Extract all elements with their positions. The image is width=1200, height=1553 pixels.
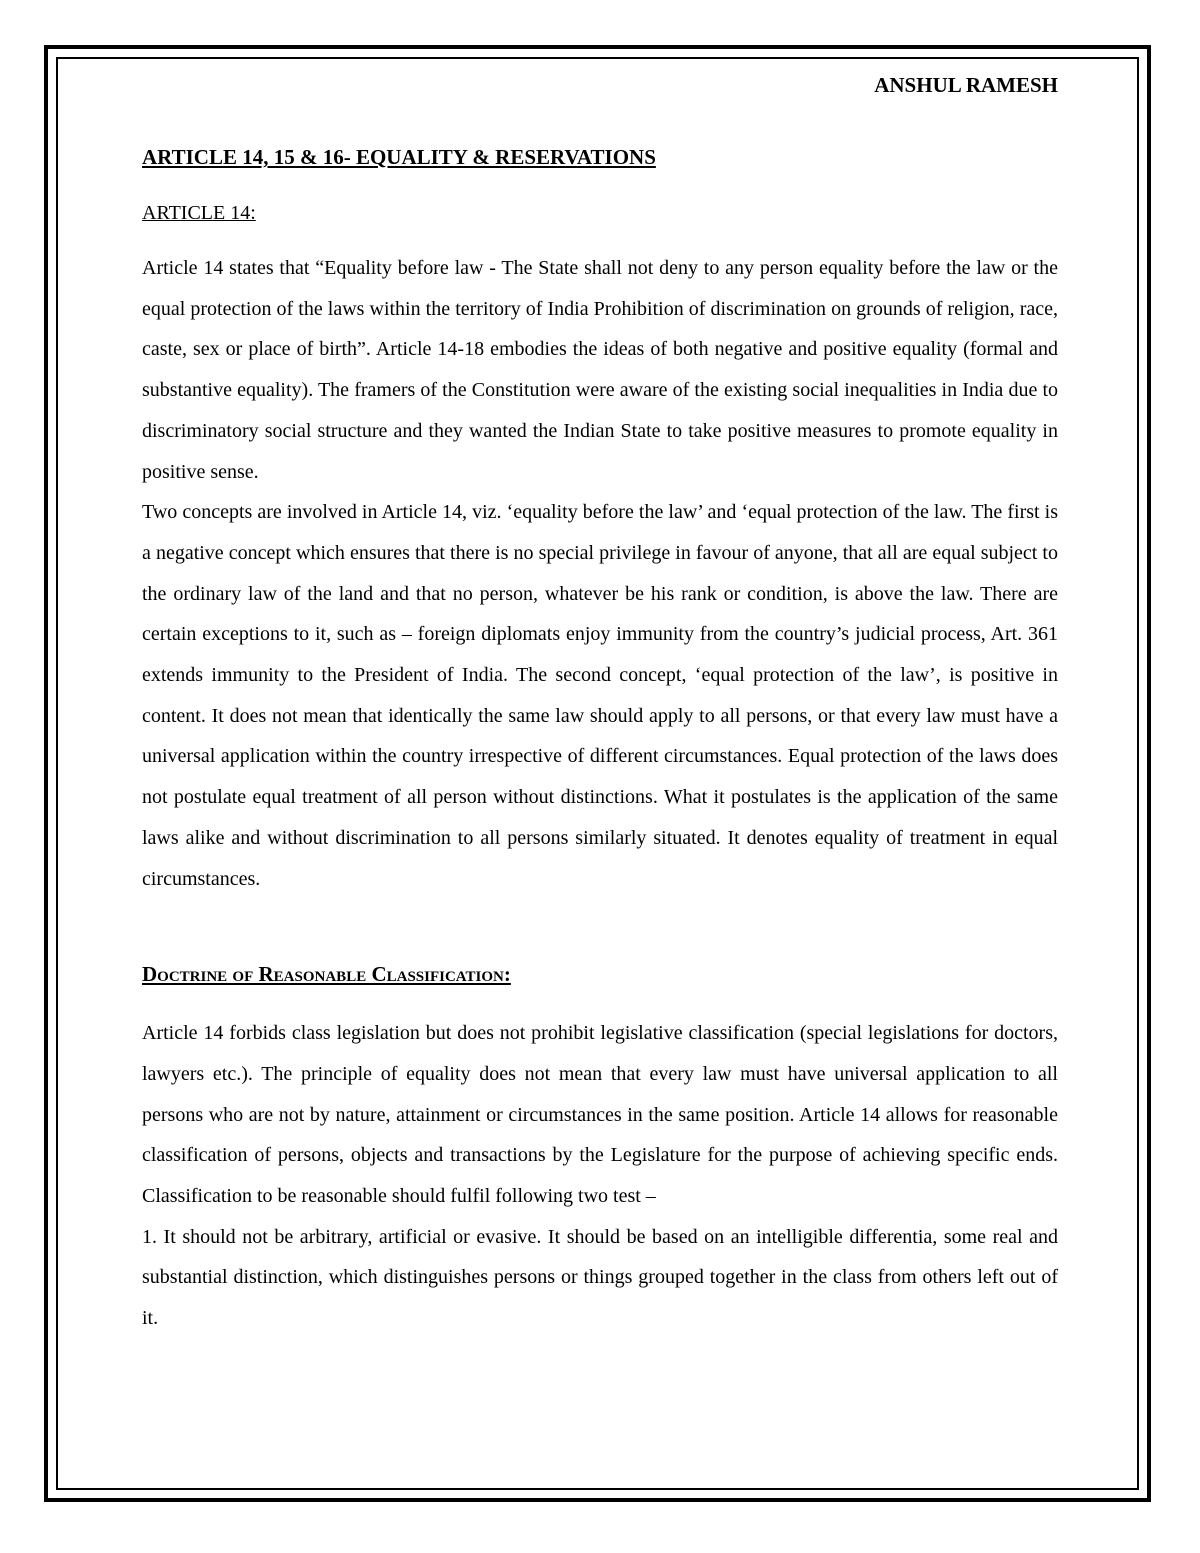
document-body — [142, 70, 1058, 1339]
paragraph-class-legislation: Article 14 forbids class legislation but does not prohibit legislative classification (special legislations for doctors, lawyers etc.). The principle of equality does not mean that every law must have universal application to all persons who are not by nature, attainment or circumstances in the same position. Article 14 allows for reasonable classification of persons, objects and transactions by the Legislature for the purpose of achieving specific ends. Classification to be reasonable should fulfil following two test – — [142, 1022, 1058, 1208]
paragraph-two-concepts: Two concepts are involved in Article 14, viz. ‘equality before the law’ and ‘equal protection of the law. The first is a negative concept which ensures that there is no special privilege in favour of anyone, that all are equal subject to the ordinary law of the land and that no person, whatever be his rank or condition, is above the law. There are certain exceptions to it, such as – foreign diplomats enjoy immunity from the country’s judicial process, Art. 361 extends immunity to the President of India. The second concept, ‘equal protection of the law’, is positive in content. It does not mean that identically the same law should apply to all persons, or that every law must have a universal application within the country irrespective of different circumstances. Equal protection of the laws does not postulate equal treatment of all person without distinctions. What it postulates is the application of the same laws alike and without discrimination to all persons similarly situated. It denotes equality of treatment in equal circumstances. — [142, 501, 1058, 890]
heading-doctrine-reasonable-classification: Doctrine of Reasonable Classification: — [142, 962, 511, 987]
section-label-article-14: ARTICLE 14: — [142, 202, 256, 224]
author-name: ANSHUL RAMESH — [874, 73, 1058, 97]
paragraph-article-14-intro: Article 14 states that “Equality before law - The State shall not deny to any person equality before the law or the equal protection of the laws within the territory of India Prohibition of discrimination on grounds of religion, race, caste, sex or place of birth”. Article 14-18 embodies the ideas of both negative and positive equality (formal and substantive equality). The framers of the Constitution were aware of the existing social inequalities in India due to discriminatory social structure and they wanted the Indian State to take positive measures to promote equality in positive sense. — [142, 257, 1058, 483]
paragraph-test-one: 1. It should not be arbitrary, artificial or evasive. It should be based on an intelligible differentia, some real and substantial distinction, which distinguishes persons or things grouped together in the class from others left out of it. — [142, 1225, 1058, 1330]
document-title: ARTICLE 14, 15 & 16- EQUALITY & RESERVATIONS — [142, 145, 656, 169]
